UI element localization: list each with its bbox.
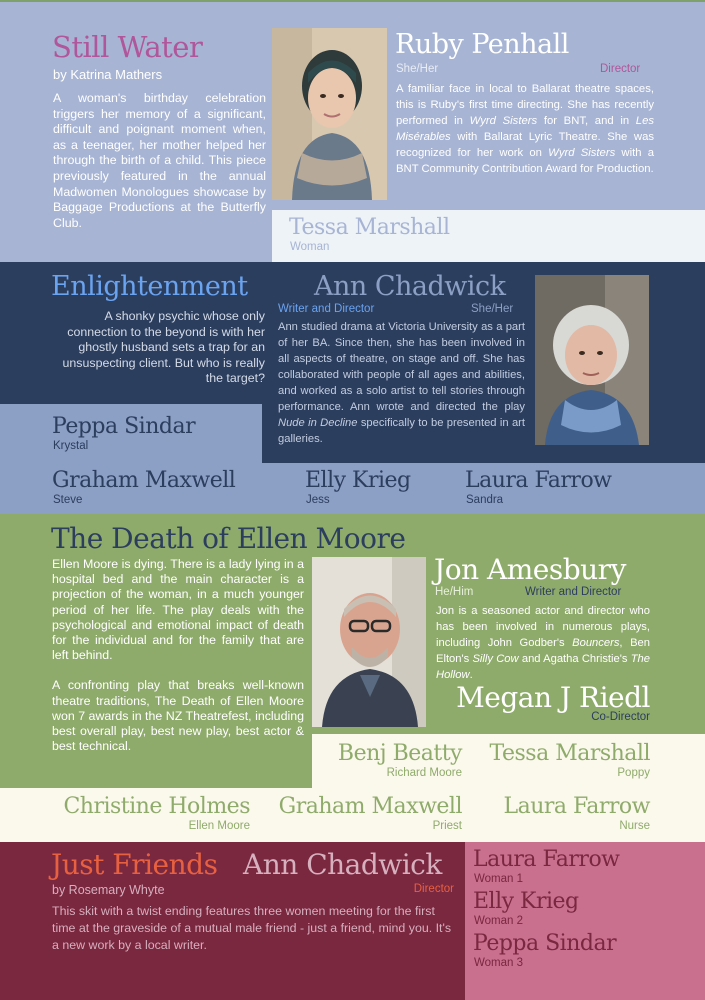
cast-role: Poppy: [617, 767, 650, 779]
still-water-description: A woman's birthday celebration triggers her memory of a significant, difficult and poignant moment when, as a teenager, her mother helped her through the birth of a child. This piece previously featured in the annual Madwomen Monologues showcase by Baggage Productions at the Butterfly Club.: [53, 91, 266, 230]
cast-name: Christine Holmes: [63, 794, 250, 819]
jon-amesbury-name: Jon Amesbury: [434, 553, 626, 586]
cast-role: Ellen Moore: [188, 820, 250, 832]
just-friends-author: by Rosemary Whyte: [52, 883, 165, 897]
ann-chadwick-bio: Ann studied drama at Victoria University as a part of her BA. Since then, she has been involved in all aspects of theatre, on stage and off. She has collaborated with people of all ages and abilities, and worked as a solo artist to tell stories through performance. Ann wrote and directed the play Nude in Decline specifically to be presented in art galleries.: [278, 321, 525, 445]
ann-chadwick-pronouns: She/Her: [471, 303, 514, 315]
still-water-author: by Katrina Mathers: [53, 67, 163, 82]
cast-name: Elly Krieg: [305, 468, 411, 493]
jon-amesbury-role: Writer and Director: [525, 586, 622, 598]
jon-amesbury-photo: [312, 557, 426, 727]
cast-role: Sandra: [466, 494, 504, 506]
cast-name: Graham Maxwell: [278, 794, 462, 819]
cast-role: Jess: [306, 494, 330, 506]
cast-name: Peppa Sindar: [52, 414, 196, 439]
still-water-title: Still Water: [52, 30, 203, 64]
cast-role: Woman 2: [474, 915, 524, 927]
ruby-penhall-role: Director: [600, 63, 641, 75]
cast-role: Priest: [432, 820, 462, 832]
ellen-moore-description: [52, 557, 304, 754]
cast-role: Steve: [53, 494, 83, 506]
ruby-penhall-pronouns: She/Her: [396, 63, 439, 75]
cast-role: Woman 3: [474, 957, 524, 969]
just-friends-description: This skit with a twist ending features three women meeting for the first time at the graveside of a mutual male friend - just a friend, mind you. It's a new work by a local writer.: [52, 904, 452, 952]
enlightenment-description: A shonky psychic whose only connection to the beyond is with her ghostly husband sets a trap for an unsuspecting client. But who is really the target?: [62, 309, 265, 386]
megan-riedl-name: Megan J Riedl: [456, 681, 650, 714]
just-friends-title: Just Friends: [51, 848, 218, 881]
cast-name: Peppa Sindar: [473, 931, 617, 956]
cast-name: Benj Beatty: [337, 741, 462, 766]
cast-name: Laura Farrow: [503, 794, 650, 819]
cast-role: Richard Moore: [386, 767, 462, 779]
cast-role: Woman 1: [474, 873, 524, 885]
ellen-moore-description-p2: A confronting play that breaks well-known theatre traditions, The Death of Ellen Moore won 7 awards in the NZ Theatrefest, including best overall play, best new play, best actor & best technical.: [52, 678, 304, 754]
just-friends-director-role: Director: [413, 883, 454, 895]
ellen-moore-description-p1: Ellen Moore is dying. There is a lady lying in a hospital bed and the main character is a projection of the woman, in a much younger period of her life. The play deals with the psychological and emotional impact of death for the individual and for the family that are left behind.: [52, 557, 304, 663]
cast-name: Elly Krieg: [473, 889, 579, 914]
ruby-penhall-bio: A familiar face in local to Ballarat theatre spaces, this is Ruby's first time directing. She has recently performed in Wyrd Sisters for BNT, and in Les Misérables with Ballarat Lyric Theatre. She was recognized for her work on Wyrd Sisters with a BNT Community Contribution Award for Production.: [396, 83, 654, 176]
cast-name: Laura Farrow: [473, 847, 620, 872]
enlightenment-title: Enlightenment: [51, 271, 248, 302]
ellen-moore-title: The Death of Ellen Moore: [51, 522, 406, 555]
ann-chadwick-name: Ann Chadwick: [314, 271, 506, 302]
cast-name: Tessa Marshall: [489, 741, 650, 766]
cast-role: Krystal: [53, 440, 89, 452]
cast-role: Nurse: [619, 820, 650, 832]
cast-name: Graham Maxwell: [52, 468, 236, 493]
still-water-cast-box: [272, 210, 705, 262]
ann-chadwick-photo: [535, 275, 649, 445]
cast-role: Woman: [290, 241, 330, 253]
just-friends-director-name: Ann Chadwick: [243, 848, 442, 881]
jon-amesbury-pronouns: He/Him: [435, 586, 474, 598]
cast-name: Laura Farrow: [465, 468, 612, 493]
ruby-penhall-photo: [272, 28, 387, 200]
ann-chadwick-role: Writer and Director: [278, 303, 375, 315]
ruby-penhall-name: Ruby Penhall: [395, 29, 569, 60]
cast-name: Tessa Marshall: [289, 215, 450, 240]
jon-amesbury-bio: Jon is a seasoned actor and director who has been involved in numerous plays, including John Godber's Bouncers, Ben Elton's Silly Cow and Agatha Christie's The Hollow.: [436, 605, 650, 682]
megan-riedl-role: Co-Director: [591, 711, 650, 723]
